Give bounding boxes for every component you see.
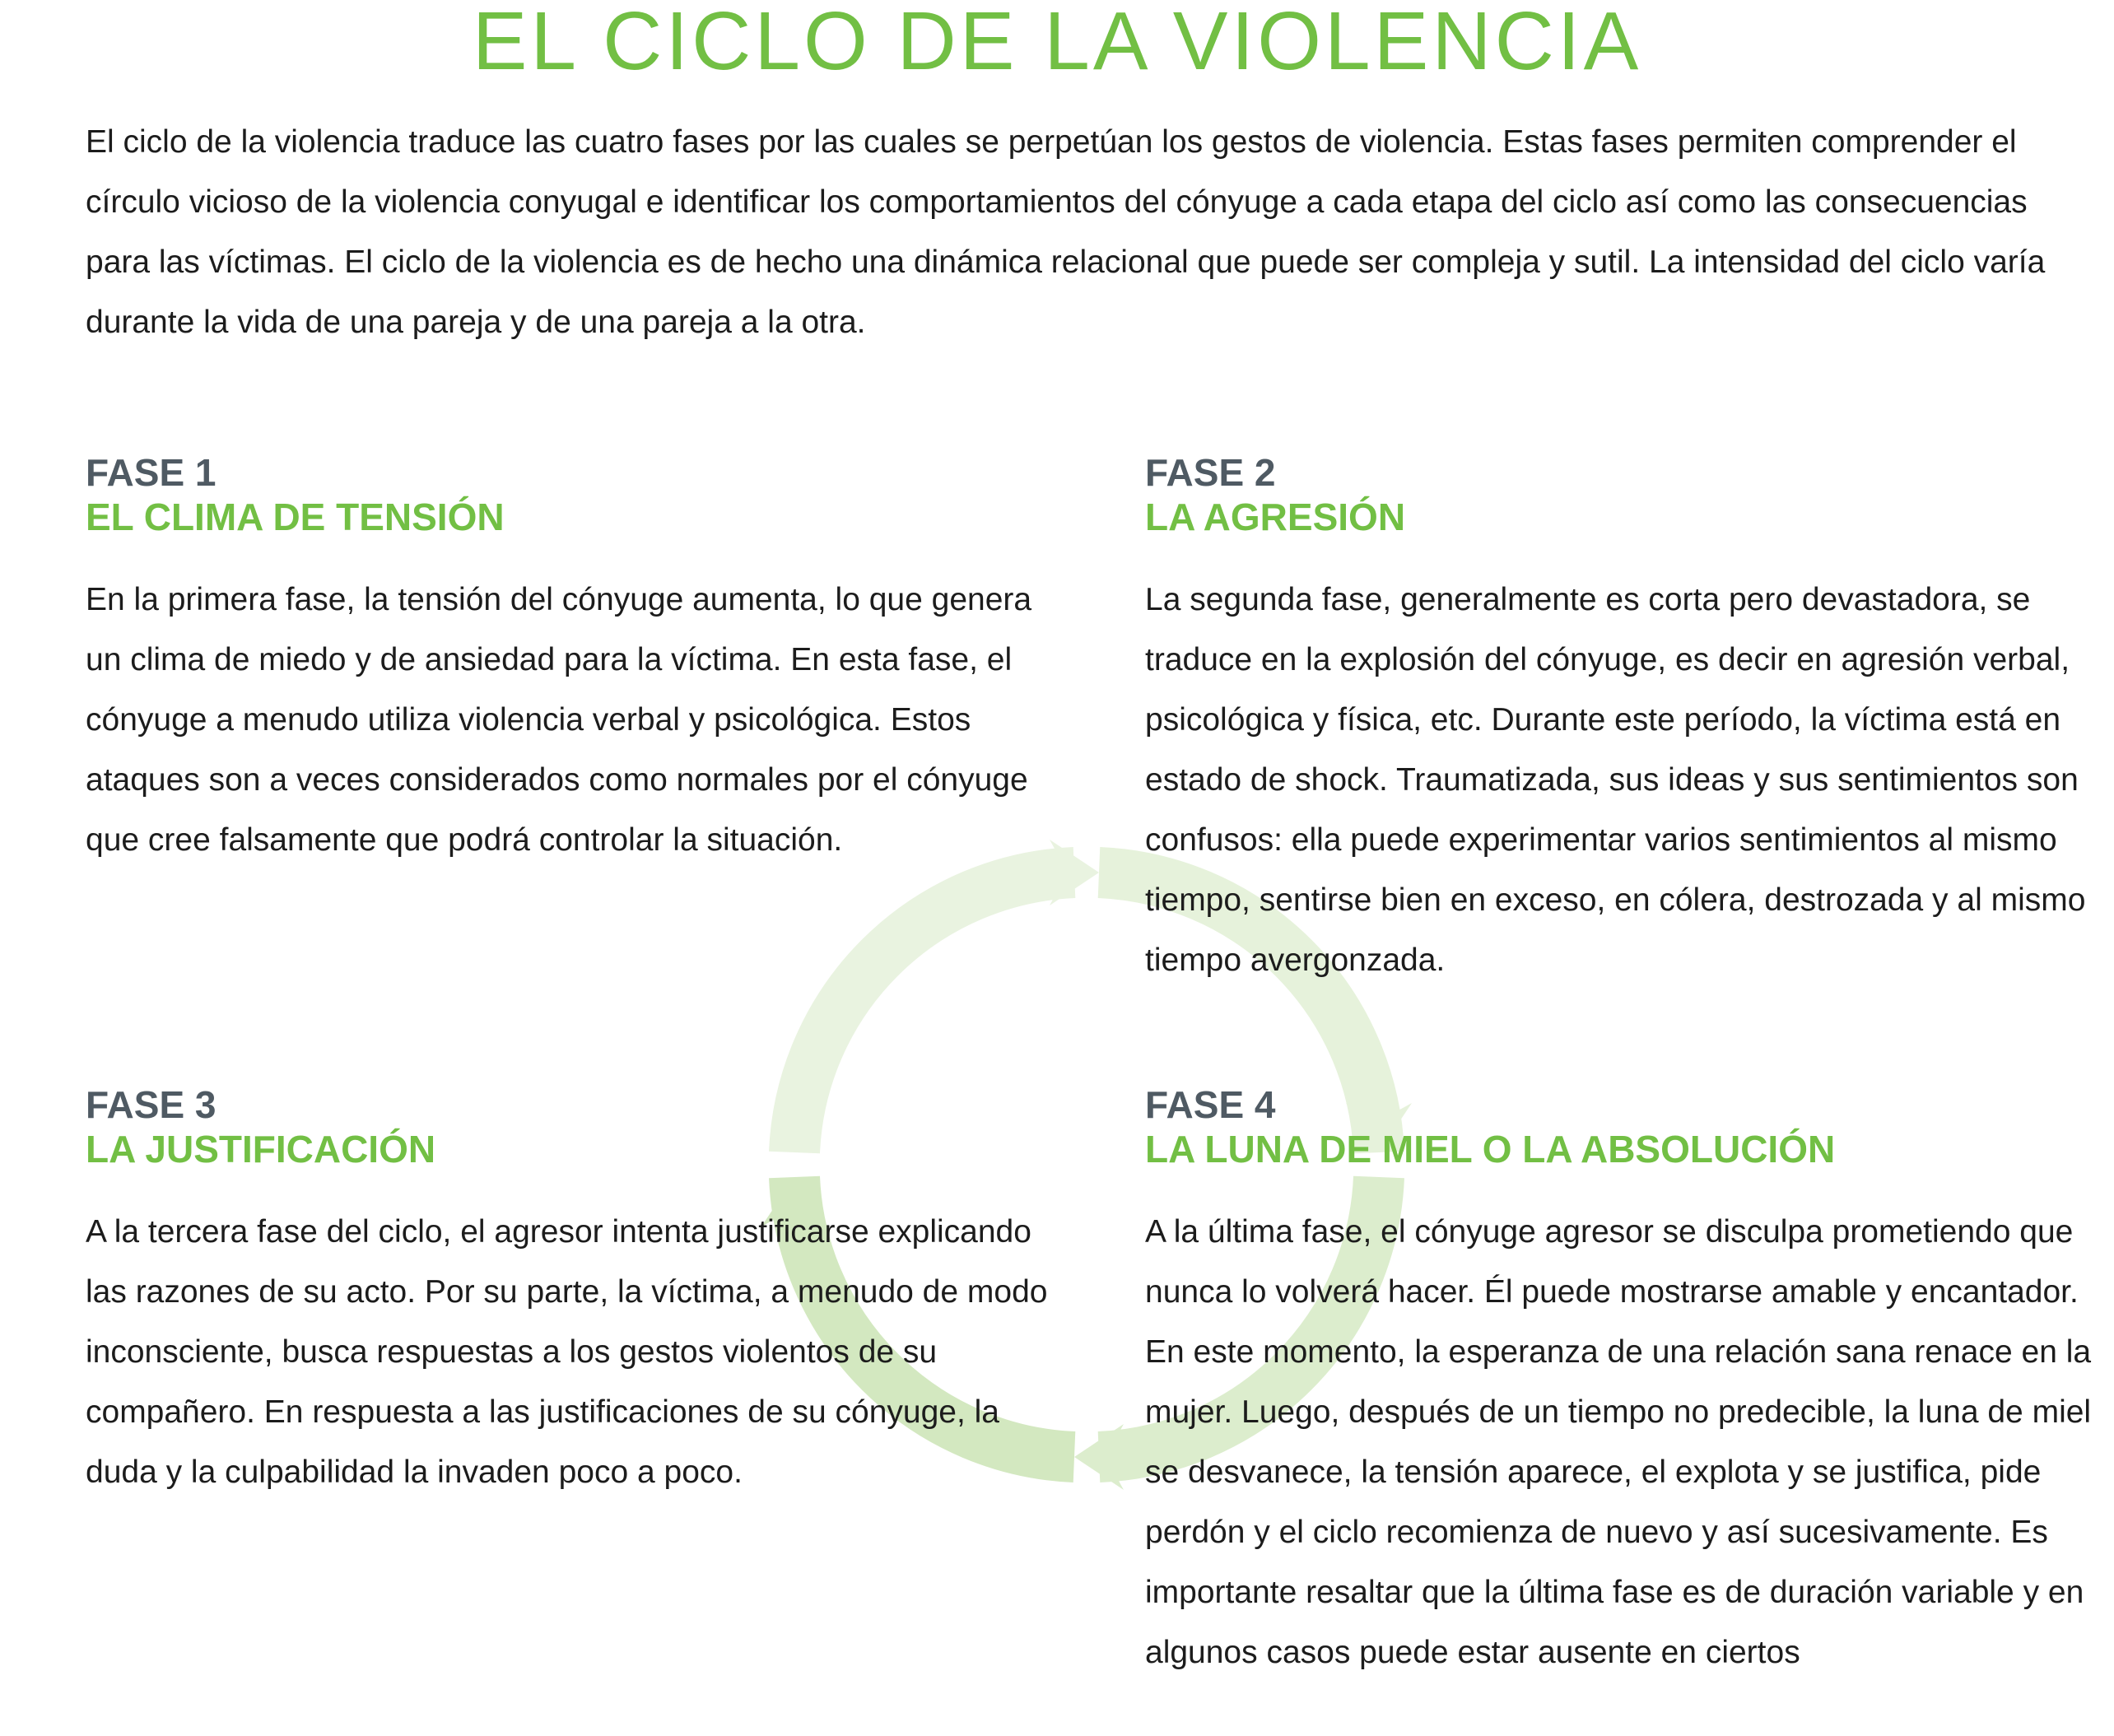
phase-2-title: LA AGRESIÓN xyxy=(1145,496,1406,538)
page-title: EL CICLO DE LA VIOLENCIA xyxy=(472,0,1642,87)
phase-4-text: A la última fase, el cónyuge agresor se disculpa prometiendo que nunca lo volverá hacer. Él puede mostrarse amable y encantador. En este momento, la esperanza de una relación sana renace en la mujer. Luego, después de un tiempo no predecible, la luna de miel se desvanece, la tensión aparece, el explota y se justifica, pide perdón y el ciclo recomienza de nuevo y así sucesivamente. Es importante resaltar que la última fase es de duración variable y en algunos casos puede estar ausente en ciertos xyxy=(1145,1214,2092,1670)
phase-2-text: La segunda fase, generalmente es corta pero devastadora, se traduce en la explosión del cónyuge, es decir en agresión verbal, psicológica y física, etc. Durante este período, la víctima está en estado de shock. Traumatizada, sus ideas y sus sentimientos son confusos: ella puede experimentar varios sentimientos al mismo tiempo, sentirse bien en exceso, en cólera, destrozada y al mismo tiempo avergonzada. xyxy=(1145,582,2086,978)
phase-3-number: FASE 3 xyxy=(86,1083,217,1126)
phase-3-title: LA JUSTIFICACIÓN xyxy=(86,1128,436,1171)
phase-1-number: FASE 1 xyxy=(86,451,217,494)
intro-paragraph: El ciclo de la violencia traduce las cuatro fases por las cuales se perpetúan los gestos de violencia. Estas fases permiten comprender el círculo vicioso de la violencia conyugal e identificar los comportamientos del cónyuge a cada etapa del ciclo así como las consecuencias para las víctimas. El ciclo de la violencia es de hecho una dinámica relacional que puede ser compleja y sutil. La intensidad del ciclo varía durante la vida de una pareja y de una pareja a la otra. xyxy=(86,124,2046,340)
phase-1 xyxy=(86,451,1057,870)
phase-1-title: EL CLIMA DE TENSIÓN xyxy=(86,496,505,538)
phase-4-number: FASE 4 xyxy=(1145,1083,1276,1126)
phase-4-title: LA LUNA DE MIEL O LA ABSOLUCIÓN xyxy=(1145,1128,1836,1171)
phase-3-text: A la tercera fase del ciclo, el agresor intenta justificarse explicando las razones de su acto. Por su parte, la víctima, a menudo de modo inconsciente, busca respuestas a los gestos violentos de su compañero. En respuesta a las justificaciones de su cónyuge, la duda y la culpabilidad la invaden poco a poco. xyxy=(86,1214,1048,1490)
phase-2-number: FASE 2 xyxy=(1145,451,1276,494)
phase-1-text: En la primera fase, la tensión del cónyuge aumenta, lo que genera un clima de miedo y de ansiedad para la víctima. En esta fase, el cónyuge a menudo utiliza violencia verbal y psicológica. Estos ataques son a veces considerados como normales por el cónyuge que cree falsamente que podrá controlar la situación. xyxy=(86,582,1032,858)
phase-2 xyxy=(1145,451,2100,990)
phase-4 xyxy=(1145,1083,2100,1682)
phase-3 xyxy=(86,1083,1057,1502)
